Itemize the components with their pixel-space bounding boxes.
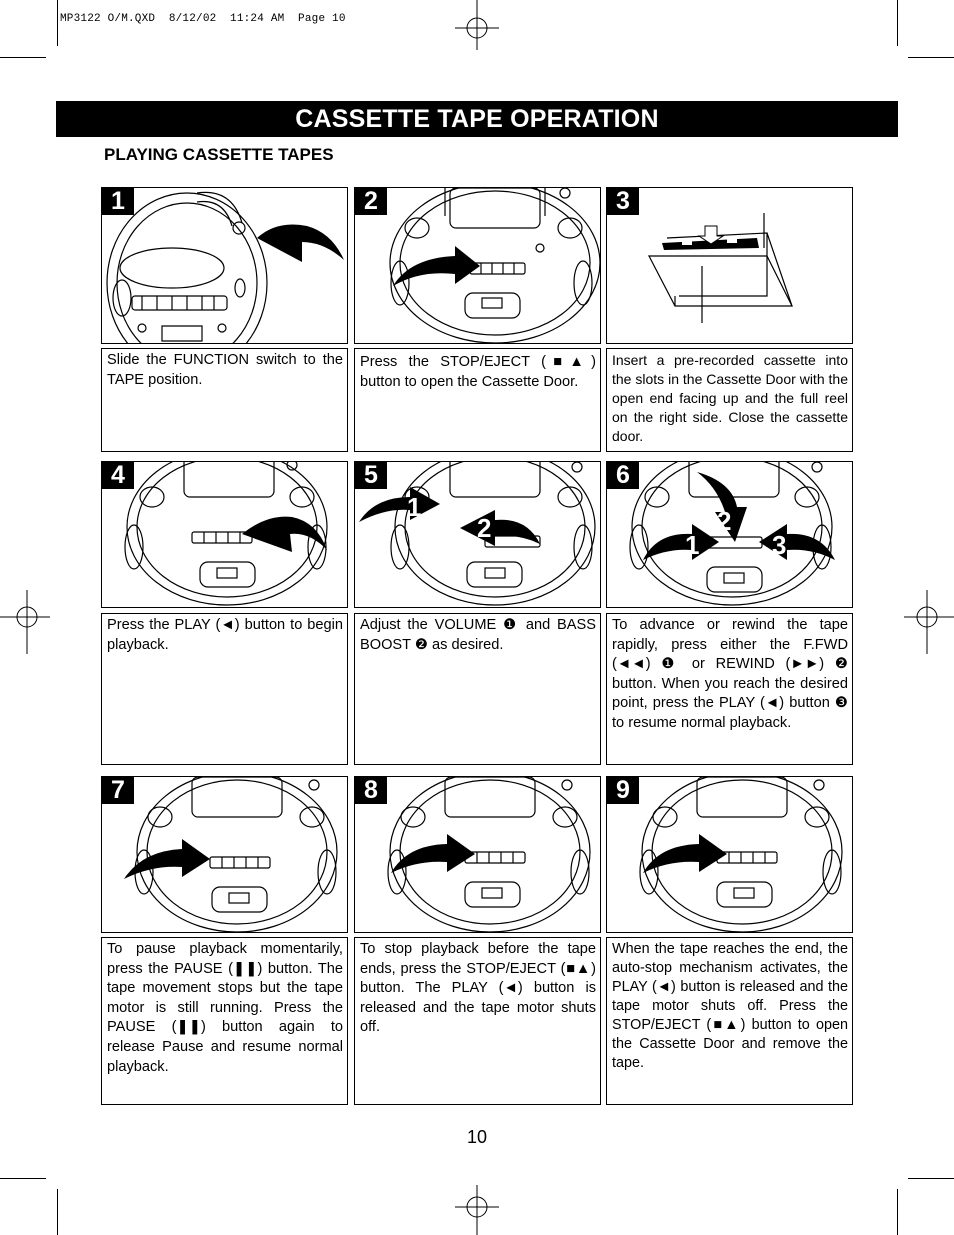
step-9-caption: When the tape reaches the end, the auto-stop mechanism activates, the PLAY (◄) button is released and the tape motor shuts off. Press the STOP/EJECT (■▲) button to open the Cassette Door and remove the tape. (606, 937, 853, 1105)
crop-mark (0, 57, 46, 58)
step-number: 9 (607, 777, 639, 804)
page-title-banner: CASSETTE TAPE OPERATION (56, 101, 898, 137)
print-header: MP3122 O/M.QXD 8/12/02 11:24 AM Page 10 (60, 13, 346, 25)
step-1-caption: Slide the FUNCTION switch to the TAPE position. (101, 348, 348, 452)
crop-mark (897, 1189, 898, 1235)
callout-3: 3 (772, 530, 787, 560)
boombox-side-illustration (102, 188, 348, 344)
boombox-front-illustration (607, 462, 853, 608)
step-6-caption: To advance or rewind the tape rapidly, press either the F.FWD (◄◄) ❶ or REWIND (►►) ❷ button. When you reach the desired point, press the PLAY (◄) button ❸ to resume normal playback. (606, 613, 853, 765)
crop-mark (908, 57, 954, 58)
step-number: 4 (102, 462, 134, 489)
boombox-front-illustration (355, 777, 601, 933)
callout-1: 1 (685, 530, 700, 560)
registration-mark-icon (447, 0, 507, 50)
boombox-front-illustration (355, 188, 601, 344)
step-2-caption: Press the STOP/EJECT (■▲) button to open the Cassette Door. (354, 348, 601, 452)
step-5-illustration (354, 461, 601, 608)
crop-mark (57, 1189, 58, 1235)
cassette-door-illustration (607, 188, 853, 344)
callout-2: 2 (717, 506, 732, 536)
callout-1: 1 (407, 492, 422, 522)
step-number: 7 (102, 777, 134, 804)
step-number: 1 (102, 188, 134, 215)
step-number: 5 (355, 462, 387, 489)
step-9-illustration (606, 776, 853, 933)
step-7-illustration (101, 776, 348, 933)
step-number: 6 (607, 462, 639, 489)
step-7-caption: To pause playback momentarily, press the PAUSE (❚❚) button. The tape movement stops but the tape motor is still running. Press the PAUSE (❚❚) button again to release Pause and resume normal playback. (101, 937, 348, 1105)
registration-mark-icon (904, 590, 954, 654)
boombox-front-illustration (102, 462, 348, 608)
step-number: 8 (355, 777, 387, 804)
boombox-front-illustration (607, 777, 853, 933)
step-3-illustration (606, 187, 853, 344)
registration-mark-icon (447, 1185, 507, 1235)
step-8-illustration (354, 776, 601, 933)
step-2-illustration (354, 187, 601, 344)
section-title: PLAYING CASSETTE TAPES (104, 145, 334, 164)
callout-2: 2 (477, 513, 492, 543)
crop-mark (897, 0, 898, 46)
step-1-illustration (101, 187, 348, 344)
registration-mark-icon (0, 590, 50, 654)
step-4-caption: Press the PLAY (◄) button to begin playback. (101, 613, 348, 765)
boombox-front-illustration (355, 462, 601, 608)
step-5-caption: Adjust the VOLUME ❶ and BASS BOOST ❷ as desired. (354, 613, 601, 765)
crop-mark (57, 0, 58, 46)
step-3-caption: Insert a pre-recorded cassette into the slots in the Cassette Door with the open end facing up and the full reel on the right side. Close the cassette door. (606, 348, 853, 452)
step-number: 3 (607, 188, 639, 215)
crop-mark (908, 1178, 954, 1179)
step-6-illustration (606, 461, 853, 608)
step-4-illustration (101, 461, 348, 608)
step-number: 2 (355, 188, 387, 215)
boombox-front-illustration (102, 777, 348, 933)
crop-mark (0, 1178, 46, 1179)
page-number: 10 (466, 1127, 488, 1147)
step-8-caption: To stop playback before the tape ends, press the STOP/EJECT (■▲) button. The PLAY (◄) button is released and the tape motor shuts off. (354, 937, 601, 1105)
